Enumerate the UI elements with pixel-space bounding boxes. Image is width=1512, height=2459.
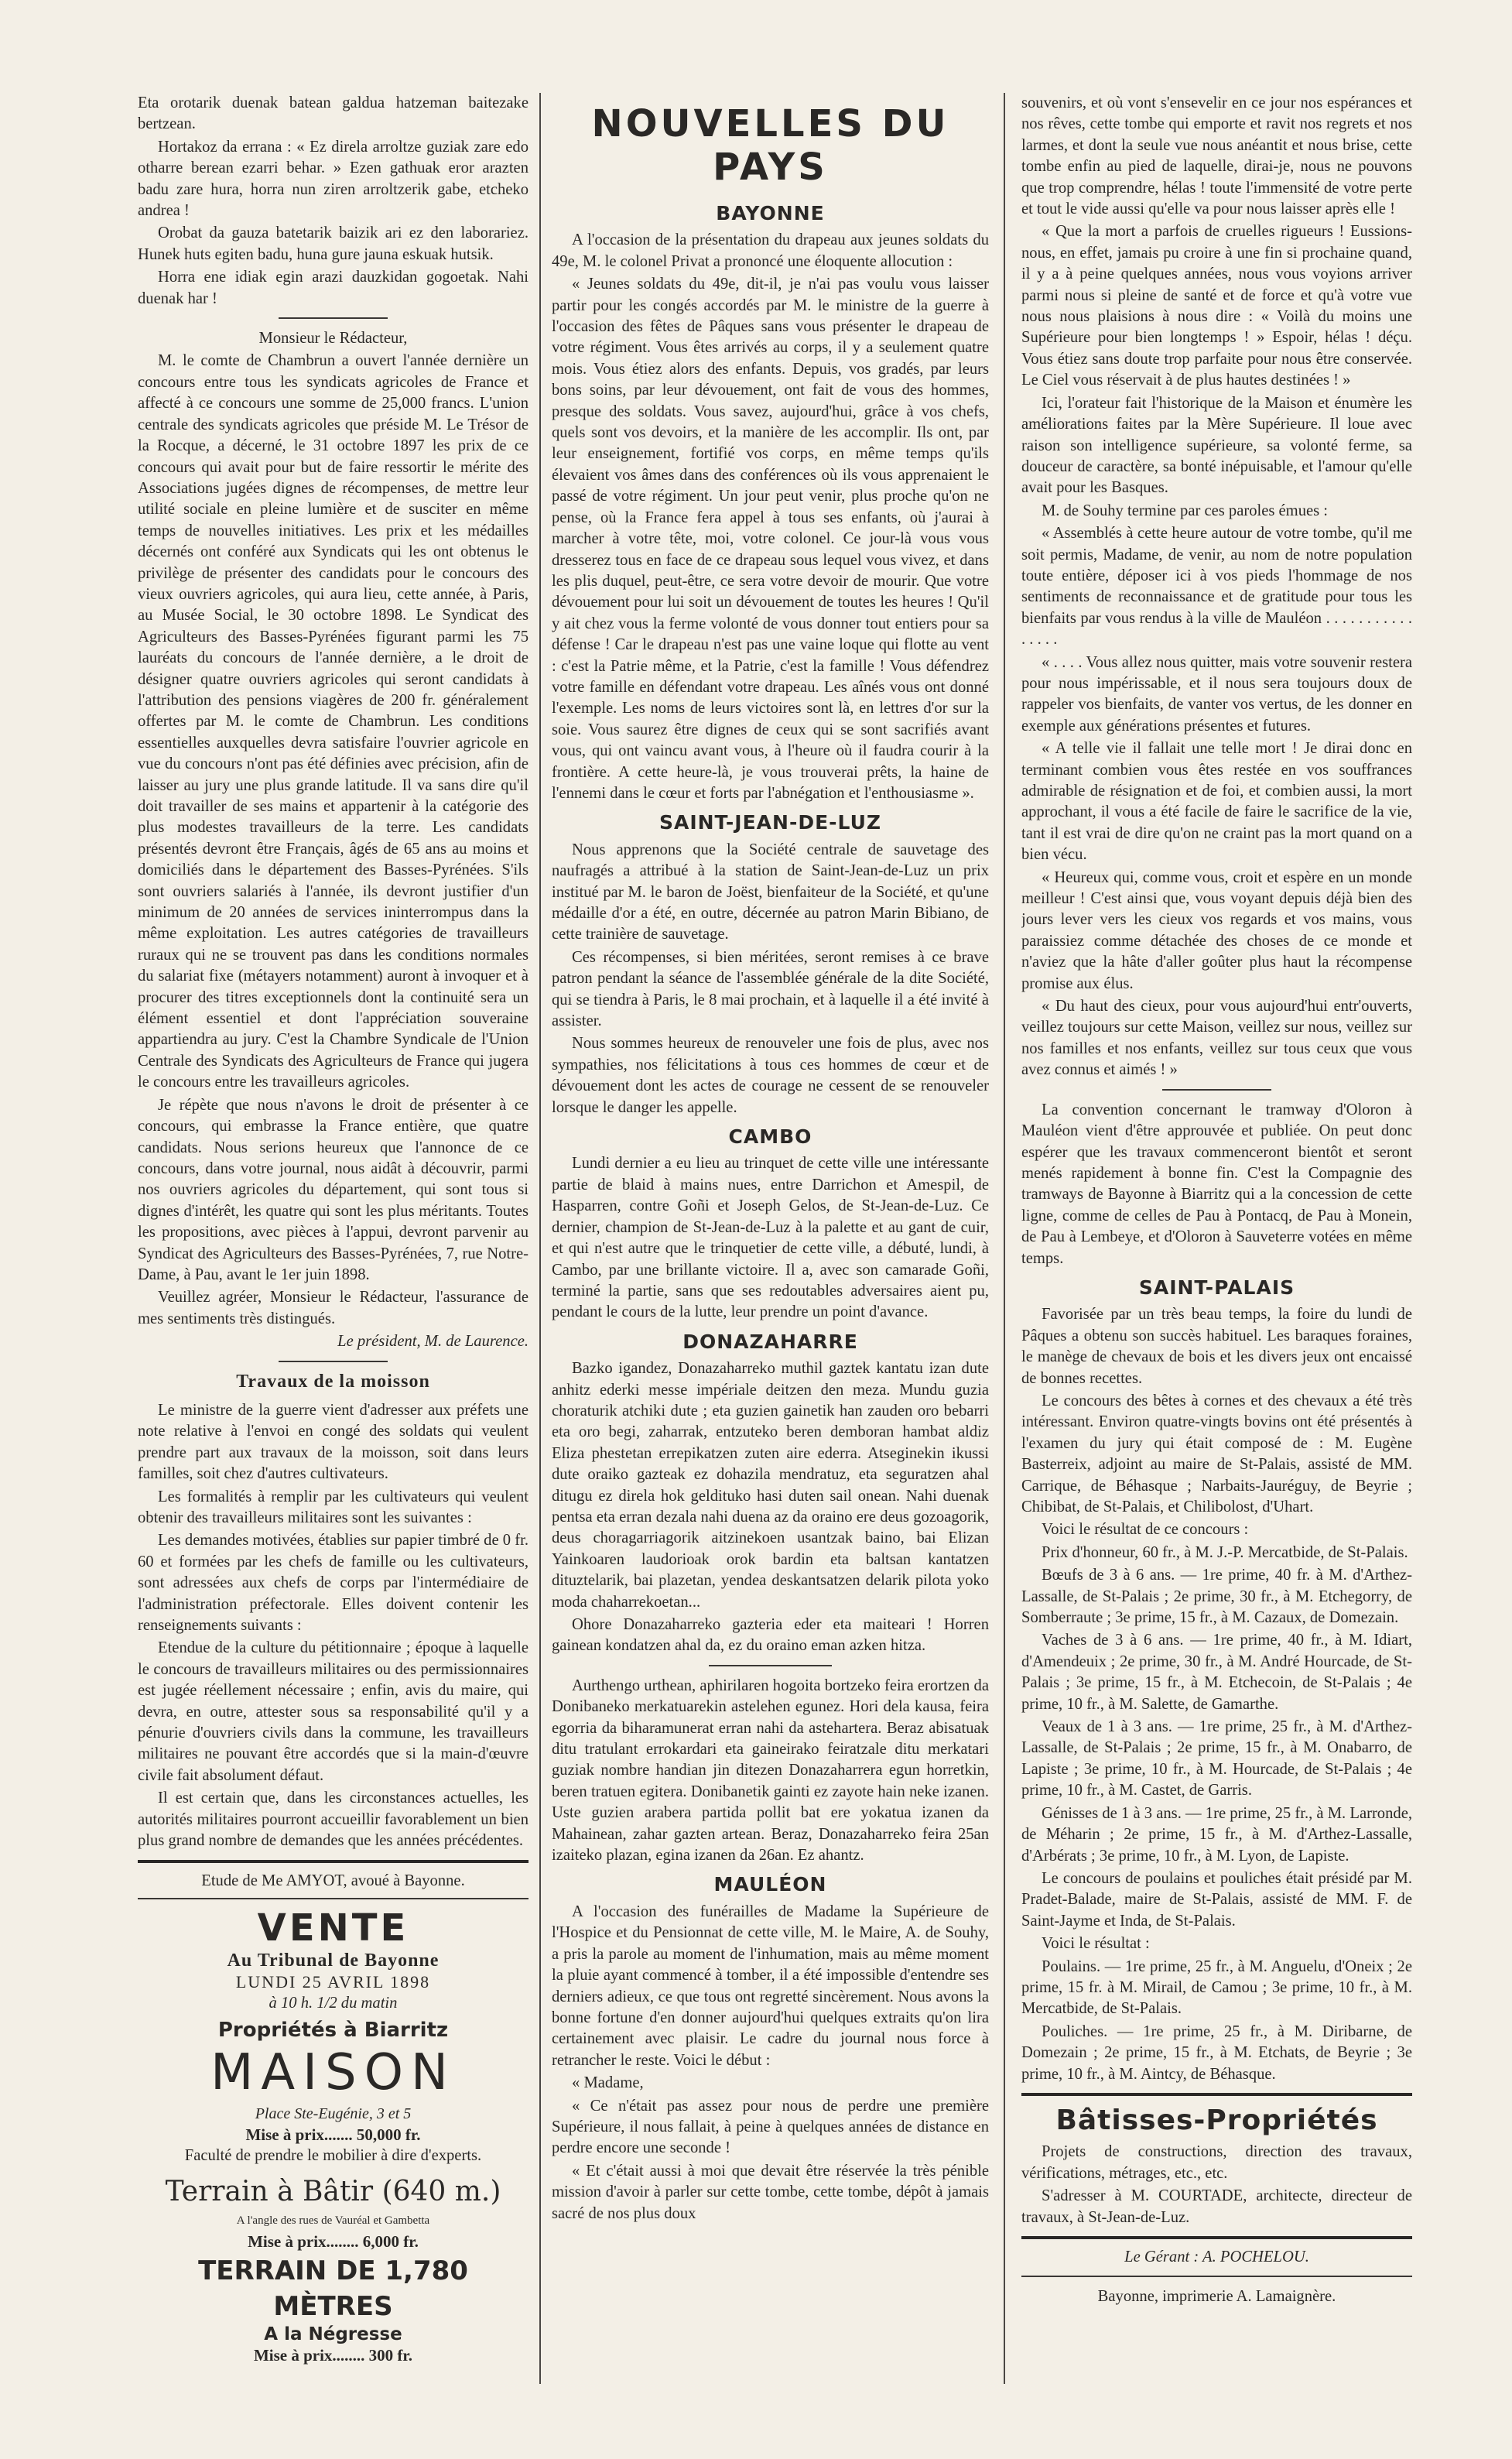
ad-mise-prix-1: Mise à prix....... 50,000 fr. xyxy=(245,2125,421,2144)
paragraph: Il est certain que, dans les circonstances actuelles, les autorités militaires pourront accueillir favorablement un bien plus grand nombre de demandes que les années précédentes. xyxy=(138,1789,529,1850)
paragraph: A l'occasion de la présentation du drapeau aux jeunes soldats du 49e, M. le colonel Privat a prononcé une éloquente allocution : xyxy=(552,231,989,270)
ad-properties: Propriétés à Biarritz xyxy=(217,2019,449,2043)
paragraph: Nous apprenons que la Société centrale de sauvetage des naufragés a attribué à la station de Saint-Jean-de-Luz un prix institué par M. le baron de Joëst, bienfaiteur de la Société, et qu'une médaille d'or a été, en outre, décernée au patron Marin Bibiano, de cette trainière de sauvetage. xyxy=(552,841,989,944)
letter-salutation: Monsieur le Rédacteur, xyxy=(258,330,408,348)
paragraph: Ici, l'orateur fait l'historique de la Maison et énumère les améliorations faites par la Mère Supérieure. Il loue avec raison son intelligence supérieure, sa volonté ferme, sa douceur de caractère, sa bonté inépuisable, et l'amour qu'elle avait pour les Basques. xyxy=(1021,394,1412,497)
paragraph: Génisses de 1 à 3 ans. — 1re prime, 25 fr., à M. Larronde, de Méharin ; 2e prime, 15 fr., à M. d'Arthez-Lassalle, d'Arbérats ; 3e prime, 10 fr., à M. Lyon, de Lapiste. xyxy=(1021,1804,1412,1865)
sale-advertisement xyxy=(138,1871,529,2367)
paragraph: Vaches de 3 à 6 ans. — 1re prime, 40 fr., à M. Idiart, d'Amendeuix ; 2e prime, 30 fr., à M. André Hourcade, de St-Palais ; 3e prime, 15 fr., à M. Etchecoin, de St-Palais ; 4e prime, 10 fr., à M. Salette, de Gamarthe. xyxy=(1021,1632,1412,1713)
paragraph: « Du haut des cieux, pour vous aujourd'hui entr'ouverts, veillez toujours sur cette Maison, veillez sur nous, veillez sur nos familles et nos enfants, veillez sur tous ceux que vous avez connus et aimés ! » xyxy=(1021,998,1412,1079)
ad-time: à 10 h. 1/2 du matin xyxy=(269,1994,398,2012)
column-rule xyxy=(539,93,541,2384)
section-title-batisses: Bâtisses-Propriétés xyxy=(1055,2104,1378,2136)
divider xyxy=(138,1898,529,1899)
paragraph: « Heureux qui, comme vous, croit et espère en un monde meilleur ! C'est ainsi que, vous voyant depuis déjà bien des jours lever vers les cieux vos regards et vos mains, vous paraissiez comme détachée des choses de ce monde et n'aviez que la hâte d'aller goûter plus haut la récompense promise aux élus. xyxy=(1021,868,1412,992)
section-title-bayonne: BAYONNE xyxy=(716,202,825,224)
ad-mise-prix-3: Mise à prix........ 300 fr. xyxy=(253,2345,413,2365)
paragraph: Le concours des bêtes à cornes et des chevaux a été très intéressant. Environ quatre-vingts bovins ont été présentés à l'examen du jury qui était composé de : M. Eugène Basterreix, adjoint au maire de St-Palais, assisté de MM. Carrique, de Béhasque ; Narbaits-Jauréguy, de Beyrie ; Chibibat, de St-Palais, et Chilibolost, d'Uhart. xyxy=(1021,1392,1412,1515)
paragraph: Prix d'honneur, 60 fr., à M. J.-P. Mercatbide, de St-Palais. xyxy=(1042,1543,1408,1561)
paragraph: Nous sommes heureux de renouveler une fois de plus, avec nos sympathies, nos félicitations à tous ces hommes de cœur et de dévouement dont les actes de courage ne cessent de se renouveler lorsque le danger les appelle. xyxy=(552,1035,989,1116)
paragraph: Les demandes motivées, établies sur papier timbré de 0 fr. 60 et formées par les chefs de famille ou les cultivateurs, sont adressées aux chefs de corps par l'intermédiaire de l'administration préfectorale. Elles doivent contenir les renseignements suivants : xyxy=(138,1532,529,1635)
divider xyxy=(138,1860,529,1863)
gerant: Le Gérant : A. POCHELOU. xyxy=(1124,2248,1309,2265)
ad-etude: Etude de Me AMYOT, avoué à Bayonne. xyxy=(201,1872,465,1889)
paragraph: Hortakoz da errana : « Ez direla arroltze guziak zare edo otharre berean ezarri behar. » Ezen gathuak eror arazten badu zare hura, horra nun ziren arroltzerik gabe, etcheko andrea ! xyxy=(138,138,529,220)
divider xyxy=(709,1665,831,1666)
paragraph: Poulains. — 1re prime, 25 fr., à M. Anguelu, d'Oneix ; 2e prime, 15 fr. à M. Mirail, de Camou ; 3e prime, 10 fr., à M. Mercatbide, de St-Palais. xyxy=(1021,1957,1412,2018)
paragraph: Pouliches. — 1re prime, 25 fr., à M. Diribarne, de Domezain ; 2e prime, 15 fr., à M. Etchats, de Beyrie ; 3e prime, 10 fr., à M. Aintcy, de Béhasque. xyxy=(1021,2022,1412,2083)
paragraph: Orobat da gauza batetarik baizik ari ez den laborariez. Hunek huts egiten badu, huna gure jauna eskuak hutsik. xyxy=(138,224,529,263)
divider xyxy=(279,1361,388,1362)
paragraph: Je répète que nous n'avons le droit de présenter à ce concours, qui embrasse la France entière, que quatre candidats. Nous serions heureux que l'annonce de ce concours, dans votre journal, nous aidât à découvrir, parmi nos ouvriers agricoles du département, qui sont tous si dignes d'intérêt, les quatre qui sont les plus méritants. Toutes les propositions, avec pièces à l'appui, devront parvenir au Syndicat des Agriculteurs des Basses-Pyrénées, 7, rue Notre-Dame, à Pau, avant le 1er juin 1898. xyxy=(138,1096,529,1283)
ad-angle: A l'angle des rues de Vauréal et Gambetta xyxy=(236,2214,430,2227)
paragraph: La convention concernant le tramway d'Oloron à Mauléon vient d'être approuvée et publiée. On peut donc espérer que les travaux commenceront bientôt et seront menés rapidement à bonne fin. C'est la Compagnie des tramways de Bayonne à Biarritz qui a la concession de cette ligne, comme de celles de Pau à Pontacq, de Pau à Monein, de Pau à Lembeye, et d'Oloron à Sauveterre votées en même temps. xyxy=(1021,1101,1412,1267)
divider xyxy=(279,317,388,319)
column-right xyxy=(1021,93,1412,2407)
paragraph: Horra ene idiak egin arazi dauzkidan gogoetak. Nahi duenak har ! xyxy=(138,269,529,307)
paragraph: Ohore Donazaharreko gazteria eder eta maiteari ! Horren gainean kondatzen ahal da, ez du oraino eman azken hitza. xyxy=(552,1616,989,1655)
paragraph: « Ce n'était pas assez pour nous de perdre une première Supérieure, il nous fallait, à peine à quelques années de distance en perdre encore une seconde ! xyxy=(552,2097,989,2157)
paragraph: « Et c'était aussi à moi que devait être réservée la très pénible mission d'avoir à parler sur cette tombe, cette tombe, dépôt à jamais sacré de nos plus doux xyxy=(552,2162,989,2222)
paragraph: Les formalités à remplir par les cultivateurs qui veulent obtenir des travailleurs militaires sont les suivantes : xyxy=(138,1488,529,1526)
paragraph: Etendue de la culture du pétitionnaire ; époque à laquelle le concours de travailleurs militaires ou des permissionnaires est jugée réellement nécessaire ; enfin, avis du maire, qui devra, en outre, attester sous sa responsabilité qu'il y a pénurie d'ouvriers civils dans la commune, les travailleurs militaires ne pouvant être accordés que si la main-d'œuvre civile fait absolument défaut. xyxy=(138,1639,529,1784)
paragraph: « Jeunes soldats du 49e, dit-il, je n'ai pas voulu vous laisser partir pour les congés accordés par M. le ministre de la guerre à l'occasion des fêtes de Pâques sans vous présenter le drapeau de votre régiment. Vous êtes arrivés au corps, il y a seulement quatre mois. Vous étiez alors des enfants. Depuis, vos gradés, par leurs bons soins, par leur dévouement, ont fait de vous des hommes, presque des soldats. Vous savez, aujourd'hui, grâce à vos chefs, quels sont vos devoirs, et la manière de les accomplir. Ils ont, par leur enseignement, fortifié vos corps, en même temps qu'ils élevaient vos âmes dans des conférences où ils vous apprenaient le passé de votre régiment. Un jour peut venir, plus proche qu'on ne pense, où la France fera appel à tous ses enfants, où j'aurai à marcher à votre tête, moi, votre colonel. Ce jour-là vous vous dresserez tous en face de ce drapeau sous lequel vous vivez, et dans les plis duquel, peut-être, ce sera votre devoir de mourir. Que votre dévouement pour lui soit un dévouement de toutes les heures ! Qu'il y ait chez vous la ferme volonté de vous donner tout entiers pour sa défense ! Car le drapeau n'est pas une vaine loque qui flotte au vent : c'est la Patrie même, et la Patrie, c'est la famille ! Vous défendrez votre famille en défendant votre drapeau. Les aînés vous ont donné l'exemple. Les noms de leurs victoires sont là, en lettres d'or sur la soie. Vous saurez être dignes de ceux qui se sont sacrifiés avant vous, qui ont vaincu avant vous, à l'heure où il faudra courir à la frontière. A cette heure-là, je vous trouverai prêts, la haine de l'ennemi dans le cœur et forts par l'abnégation et l'enthousiasme ». xyxy=(552,276,989,802)
paragraph: Eta orotarik duenak batean galdua hatzeman baitezake bertzean. xyxy=(138,94,529,133)
paragraph: M. le comte de Chambrun a ouvert l'année dernière un concours entre tous les syndicats agricoles de France et affecté à ce concours une somme de 25,000 francs. L'union centrale des syndicats agricoles que préside M. Le Trésor de la Rocque, a décerné, le 31 octobre 1897 les prix de ce concours qui avait pour but de faire ressortir le mérite des Associations jugées dignes de récompenses, de mettre leur utilité sociale en pleine lumière et de susciter en même temps de nouvelles initiatives. Les prix et les médailles décernés ont conféré aux Syndicats qui les ont obtenus le privilège de présenter des candidats pour le concours des vieux ouvriers agricoles, qui aura lieu, cette année, à Paris, au Musée Social, le 30 octobre 1898. Le Syndicat des Agriculteurs des Basses-Pyrénées figurant parmi les 75 lauréats du concours de l'année dernière, a le droit de désigner quatre ouvriers agricoles qui seront candidats à l'attribution des pensions viagères de 200 fr. généralement offertes par M. le comte de Chambrun. Les conditions essentielles auxquelles devra satisfaire l'ouvrier agricole en vue du concours n'ont pas été définies avec précision, afin de laisser au jury une plus grande latitude. Il va sans dire qu'il doit travailler de ses mains et appartenir à la catégorie des plus modestes travailleurs de la terre. Les candidats présentés devront être Français, âgés de 65 ans au moins et domiciliés dans le département des Basses-Pyrénées. S'ils sont ouvriers salariés à l'année, ils devront justifier d'un minimum de 20 années de services ininterrompus dans la même exploitation. Les autres catégories de travailleurs ruraux qui ne se trouvent pas dans les conditions normales du salariat fixe (métayers notamment) auront à invoquer et à procurer des titres exceptionnels dont la continuité sera un élément essentiel et dont l'appréciation souveraine appartiendra au jury. C'est la Chambre Syndicale de l'Union Centrale des Syndicats des Agriculteurs de France qui jugera le concours entre les travailleurs agricoles. xyxy=(138,352,529,1091)
paragraph: « Assemblés à cette heure autour de votre tombe, qu'il me soit permis, Madame, de venir, au nom de notre population toute entière, déposer ici à vos pieds l'hommage de nos sentiments de reconnaissance et de gratitude pour tous les bienfaits par vous rendus à la ville de Mauléon . . . . . . . . . . . . . . . . xyxy=(1021,525,1412,649)
paragraph: « Madame, xyxy=(572,2074,644,2092)
paragraph: A l'occasion des funérailles de Madame la Supérieure de l'Hospice et du Pensionnat de cette ville, M. le Maire, A. de Souhy, a pris la parole au moment de l'inhumation, mais au même moment la pluie ayant commencé à tomber, il a été impossible d'entendre ses derniers adieux, ce que tous ont regretté sincèrement. Nous avons la bonne fortune d'en donner aujourd'hui quelques extraits qu'on lira certainement avec plaisir. Le cadre du journal nous force à retrancher le reste. Voici le début : xyxy=(552,1902,989,2069)
divider xyxy=(1021,2236,1412,2239)
paragraph: souvenirs, et où vont s'ensevelir en ce jour nos espérances et nos rêves, cette tombe qui emporte et ravit nos regrets et nos larmes, et dont la seule vue nous anéantit et nous brise, cette tombe enfin au pied de laquelle, dirai-je, nous ne pouvons que trop comprendre, hélas ! toute l'immensité de votre perte et tout le vide aussi qu'elle va pour nous laisser après elle ! xyxy=(1021,94,1412,218)
section-title-saint-palais: SAINT-PALAIS xyxy=(1138,1276,1295,1299)
section-title-moisson: Travaux de la moisson xyxy=(236,1371,430,1392)
paragraph: Veaux de 1 à 3 ans. — 1re prime, 25 fr., à M. d'Arthez-Lassalle, de St-Palais ; 2e prime, 15 fr., à M. Onabarro, de Lapiste ; 3e prime, 10 fr., à M. Hourcade, de St-Palais ; 4e prime, 10 fr., à M. Castet, de Garris. xyxy=(1021,1718,1412,1800)
divider xyxy=(1021,2093,1412,2096)
paragraph: « . . . . Vous allez nous quitter, mais votre souvenir restera pour nous impérissable, et il nous sera toujours doux de rappeler vos bienfaits, de vanter vos vertus, de les donner en exemple aux générations présentes et futures. xyxy=(1021,653,1412,735)
paragraph: Projets de constructions, direction des travaux, vérifications, métrages, etc., etc. xyxy=(1021,2143,1412,2182)
section-title-cambo: CAMBO xyxy=(728,1125,812,1149)
paragraph: Voici le résultat de ce concours : xyxy=(1042,1521,1249,1539)
paragraph: « A telle vie il fallait une telle mort ! Je dirai donc en terminant combien vous êtes restée en vos souffrances admirable de résignation et de foi, et combien aussi, la mort approchant, il vous a été facile de faire le sacrifice de la vie, tant il est vrai de dire qu'on ne craint pas la mort quand on a bien vécu. xyxy=(1021,740,1412,864)
column-left xyxy=(138,93,529,2407)
paragraph: Lundi dernier a eu lieu au trinquet de cette ville une intéressante partie de blaid à mains nues, entre Darrichon et Amespil, de Hasparren, contre Goñi et Joseph Gelos, de St-Jean-de-Luz. Ce dernier, champion de St-Jean-de-Luz à la palette et au gant de cuir, et qui n'est autre que le trinquetier de cette ville, a débuté, lundi, à Cambo, par une brillante victoire. Il a, avec son camarade Goñi, terminé la partie, sans que ses redoutables adversaires aient pu, pendant le cours de la lutte, leur prendre un point d'avance. xyxy=(552,1155,989,1321)
ad-mise-prix-2: Mise à prix........ 6,000 fr. xyxy=(248,2232,419,2252)
paragraph: Bœufs de 3 à 6 ans. — 1re prime, 40 fr. à M. d'Arthez-Lassalle, de St-Palais ; 2e prime, 30 fr., à M. Etchegorry, de Somberraute ; 3e prime, 15 fr., à M. Cazaux, de Domezain. xyxy=(1021,1567,1412,1627)
paragraph: Aurthengo urthean, aphirilaren hogoita bortzeko feira erortzen da Donibaneko merkatuarekin astelehen egunez. Hori dela kausa, feira egorria da biharamunerat erran nahi da astehartera. Beraz abisatuak ditu tratulant errokardari eta gaineirako feiratzale ditu merkatari guziak nombre handian jin ditezen Donazaharrera egun horretkin, beren tratuen egitera. Donibanetik gainti ez zayote hain neke izanen. Uste guzien arabera partida pollit bat ere yokatua izanen da Mahainean, zahar gazten artean. Beraz, Donazaharreko feira 25an izaiteko plazan, egina izanen da 26an. Ez ahantz. xyxy=(552,1676,989,1865)
section-title-mauleon: MAULÉON xyxy=(713,1873,827,1896)
divider xyxy=(1162,1089,1271,1091)
ad-date: LUNDI 25 AVRIL 1898 xyxy=(235,1972,431,1992)
ad-terrain-2: TERRAIN DE 1,780 MÈTRES xyxy=(198,2255,468,2322)
divider xyxy=(1021,2276,1412,2277)
ad-tribunal: Au Tribunal de Bayonne xyxy=(227,1950,440,1971)
ad-faculte: Faculté de prendre le mobilier à dire d'experts. xyxy=(184,2147,482,2165)
ad-place: Place Ste-Eugénie, 3 et 5 xyxy=(255,2105,412,2122)
paragraph: Bazko igandez, Donazaharreko muthil gaztek kantatu izan dute anhitz ederki messe impériale deitzen den meza. Mundu guzia choraturik atchiki dute ; eta guzien gainetik han zauden oro bebarri eta oro begi, zaharrak, entzuteko beren demboran hambat aldiz Eliza phestetan errepikatzen zuten aire ederra. Atseginekin ikussi dute oraiko gazteak ez dohazila mendratuz, eta seguratzen ahal ditugu ez direla hok geldituko hasi duten sail onean. Nahi duenak pentsa eta erran dezala nahi duena az da oraino ere deus gozoagorik, deus choragarriagorik aitzinekoen usantzak baino, bai Elizan Yainkoaren laudorioak orok bardin eta baltsan kantatzen dituztelarik, bai plazetan, yendea deskantsatzen delarik pilota yoko moda chaharrekoetan... xyxy=(552,1360,989,1611)
signature: Le président, M. de Laurence. xyxy=(337,1333,529,1351)
paragraph: Le concours de poulains et pouliches était présidé par M. Pradet-Balade, maire de St-Palais, assisté de MM. F. de Saint-Jayme et Inda, de St-Palais. xyxy=(1021,1869,1412,1930)
section-title-sjl: SAINT-JEAN-DE-LUZ xyxy=(659,811,882,834)
column-rule xyxy=(1004,93,1005,2384)
paragraph: S'adresser à M. COURTADE, architecte, directeur de travaux, à St-Jean-de-Luz. xyxy=(1021,2187,1412,2226)
paragraph: Veuillez agréer, Monsieur le Rédacteur, l'assurance de mes sentiments très distingués. xyxy=(138,1289,529,1327)
paragraph: Le ministre de la guerre vient d'adresser aux préfets une note relative à l'envoi en congé des soldats qui veulent prendre part aux travaux de la moisson, soit dans leurs familles, soit chez d'autres cultivateurs. xyxy=(138,1401,529,1483)
column-middle xyxy=(552,93,989,2407)
section-header-nouvelles: NOUVELLES DU PAYS xyxy=(591,102,949,189)
ad-terrain: Terrain à Bâtir (640 m.) xyxy=(165,2175,501,2207)
ad-maison: MAISON xyxy=(210,2043,456,2101)
paragraph: M. de Souhy termine par ces paroles émues : xyxy=(1042,502,1329,519)
section-title-donazaharre: DONAZAHARRE xyxy=(682,1330,858,1353)
paragraph: « Que la mort a parfois de cruelles rigueurs ! Eussions-nous, en effet, jamais pu croire à une fin si prochaine quand, il y a à peine quelques années, nous vous voyions arriver parmi nous si pleine de santé et de force et qu'à votre vue nous nous plaisions à nous dire : « Voilà du moins une Supérieure pour bien longtemps ! » Espoir, hélas ! déçu. Vous étiez sans doute trop parfaite pour nous être conservée. Le Ciel vous réservait à de plus hautes destinées ! » xyxy=(1021,223,1412,389)
imprimerie: Bayonne, imprimerie A. Lamaignère. xyxy=(1097,2288,1336,2306)
paragraph: Favorisée par un très beau temps, la foire du lundi de Pâques a obtenu son succès habituel. Les baraques foraines, le manège de chevaux de bois et les divers jeux ont encaissé de bonnes recettes. xyxy=(1021,1306,1412,1387)
paragraph: Voici le résultat : xyxy=(1042,1935,1150,1953)
paragraph: Ces récompenses, si bien méritées, seront remises à ce brave patron pendant la séance de l'assemblée générale de la dite Société, qui se tiendra à Paris, le 8 mai prochain, et à laquelle il a été invité à assister. xyxy=(552,948,989,1030)
ad-negresse: A la Négresse xyxy=(264,2324,402,2344)
ad-vente: VENTE xyxy=(257,1906,409,1950)
